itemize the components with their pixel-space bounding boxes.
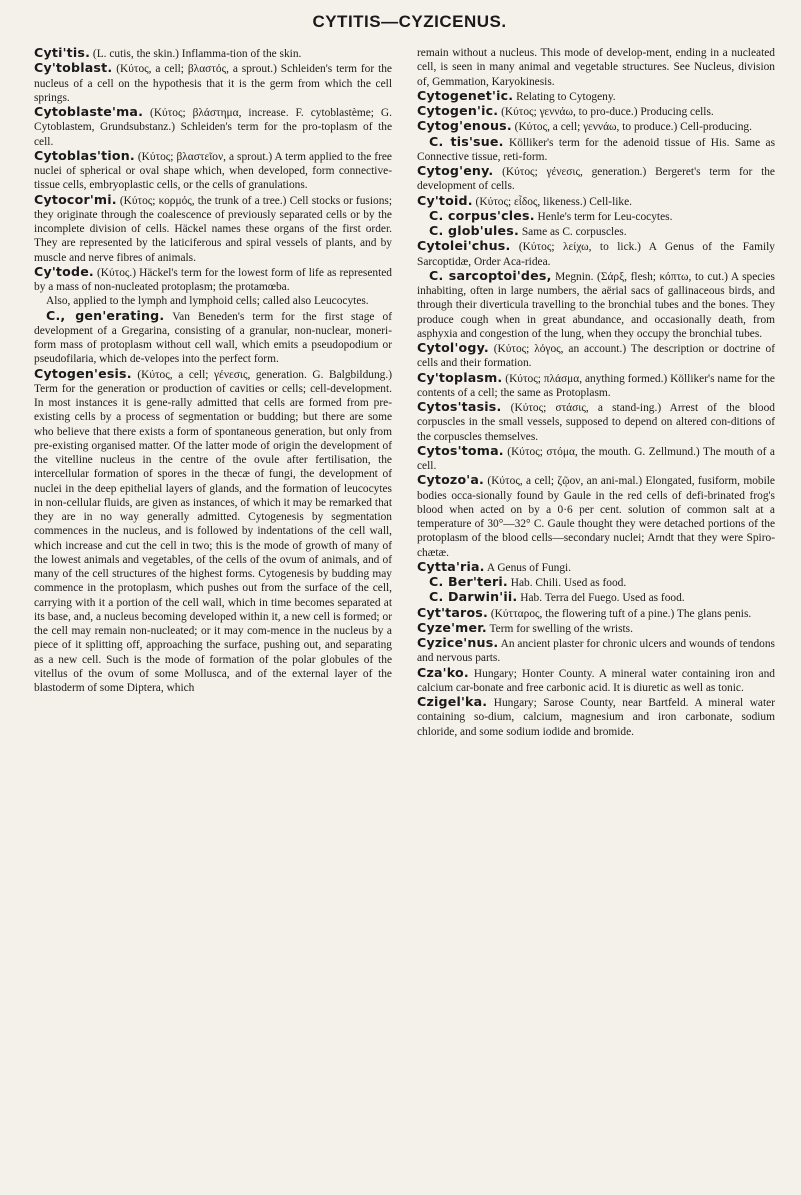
entry-definition: (Κύτος; λείχω, to lick.) A Genus of the Family Sarcoptidæ, Order Aca-ridea.: [417, 241, 775, 268]
dictionary-entry: [417, 135, 775, 165]
entry-headword: C. glob'ules.: [429, 223, 519, 238]
dictionary-entry: [417, 209, 775, 224]
entry-headword: Cytogenet'ic.: [417, 87, 514, 103]
entry-definition: Van Beneden's term for the first stage of development of a Gregarina, consisting of a granular, non-nuclear, moneri-form mass of protoplasm without cell wall, which emits a pseudopodium or pseudofilaria, which de-velopes into the perfect form.: [34, 310, 393, 366]
dictionary-entry: [417, 269, 775, 341]
dictionary-entry: [417, 695, 775, 739]
entry-headword: Cytog'eny.: [417, 163, 494, 178]
dictionary-entry: [417, 119, 775, 134]
entry-headword: C. corpus'cles.: [429, 207, 535, 223]
entry-definition: A Genus of Fungi.: [484, 561, 572, 574]
entry-headword: C. Darwin'ii.: [429, 589, 518, 605]
dictionary-entry: [417, 164, 775, 194]
dictionary-entry: [34, 367, 392, 696]
dictionary-entry: [417, 473, 775, 560]
entry-headword: Cza'ko.: [417, 664, 469, 680]
entry-definition: (Κύτος; στόμα, the mouth. G. Zellmund.) The mouth of a cell.: [417, 445, 775, 472]
dictionary-entry: [417, 666, 775, 696]
entry-definition: Term for swelling of the wrists.: [486, 622, 633, 635]
dictionary-entry: [34, 61, 392, 105]
entry-headword: Cy'toid.: [417, 192, 473, 208]
entry-headword: Cytos'toma.: [417, 442, 504, 458]
entry-definition: Hab. Terra del Fuego. Used as food.: [517, 592, 685, 605]
entry-headword: Cyt'taros.: [417, 604, 488, 620]
entry-definition: (Κύτος; πλάσμα, anything formed.) Kölliker's name for the contents of a cell; the same as Protoplasm.: [417, 372, 775, 399]
entry-headword: Cytolei'chus.: [417, 238, 511, 254]
dictionary-entry: [417, 194, 775, 209]
entry-definition: (Κύτος; βλαστεῖον, a sprout.) A term applied to the free nuclei of spherical or oval shape which, when developed, form connective-tissue cells, embryoplastic cells, or the cells of granulations.: [34, 150, 392, 192]
entry-headword: Cytogen'ic.: [417, 103, 499, 118]
entry-headword: Cytos'tasis.: [417, 399, 502, 414]
entry-definition: (Κύτος.) Häckel's term for the lowest form of life as represented by a mass of non-nucleated protoplasm; the protamœba.: [34, 266, 392, 293]
left-column: [34, 46, 392, 739]
entry-headword: C. sarcoptoi'des,: [429, 267, 552, 283]
entry-headword: Cytozo'a.: [417, 472, 485, 488]
entry-definition: Hungary; Sarose County, near Bartfeld. A mineral water containing so-dium, calcium, magnesium and iron carbonate, sodium chloride, and some sodium iodide and bromide.: [417, 697, 775, 738]
dictionary-entry: [417, 46, 775, 89]
dictionary-entry: [417, 89, 775, 104]
entry-definition: Relating to Cytogeny.: [513, 90, 616, 103]
entry-headword: C. Ber'teri.: [429, 574, 508, 589]
entry-headword: Cytol'ogy.: [417, 340, 489, 355]
dictionary-entry: [34, 265, 392, 295]
entry-definition: Also, applied to the lymph and lymphoid cells; called also Leucocytes.: [46, 295, 369, 308]
dictionary-entry: [34, 105, 392, 149]
dictionary-entry: [417, 621, 775, 636]
entry-headword: Cyti'tis.: [34, 45, 91, 60]
dictionary-entry: [417, 590, 775, 605]
entry-definition: Hab. Chili. Used as food.: [507, 577, 627, 589]
entry-definition: Hungary; Honter County. A mineral water containing iron and calcium car-bonate and free carbonic acid. It is diuretic as well as tonic.: [417, 667, 775, 694]
entry-definition: (Κύτος, a cell; γεννάω, to produce.) Cell-producing.: [511, 121, 752, 134]
dictionary-entry: [34, 294, 392, 308]
entry-definition: Henle's term for Leu-cocytes.: [534, 210, 673, 223]
entry-headword: Cyzice'nus.: [417, 635, 499, 650]
dictionary-entry: [417, 239, 775, 269]
dictionary-entry: [34, 309, 392, 367]
dictionary-entry: [417, 606, 775, 621]
dictionary-entry: [417, 575, 775, 590]
entry-definition: (Κύτος; στάσις, a stand-ing.) Arrest of the blood corpuscles in the small vessels, supposed to depend on altered con-ditions of the corpuscles themselves.: [417, 402, 775, 443]
entry-definition: Same as C. corpuscles.: [518, 226, 627, 238]
entry-definition: (Κύτος; γεννάω, to pro-duce.) Producing cells.: [498, 106, 714, 118]
entry-headword: Cytog'enous.: [417, 118, 512, 134]
entry-headword: Cy'toplasm.: [417, 369, 503, 385]
dictionary-entry: [417, 560, 775, 575]
dictionary-entry: [417, 371, 775, 401]
entry-definition: (Κύτος; λόγος, an account.) The description or doctrine of cells and their formation.: [417, 343, 775, 370]
entry-definition: (Κύτος, a cell; βλαστός, a sprout.) Schleiden's term for the nucleus of a cell on the hypothesis that it is the germ from which the cell springs.: [34, 63, 392, 104]
entry-headword: Cytogen'esis.: [34, 365, 132, 381]
dictionary-entry: [34, 149, 392, 193]
entry-headword: Czigel'ka.: [417, 694, 488, 709]
running-head: CYTITIS—CYZICENUS.: [312, 12, 507, 31]
entry-definition: An ancient plaster for chronic ulcers and wounds of tendons and nervous parts.: [417, 638, 775, 665]
dictionary-entry: [34, 46, 392, 61]
dictionary-entry: [417, 224, 775, 239]
entry-headword: Cyze'mer.: [417, 619, 487, 635]
entry-definition: (Κύτος, a cell; γένεσις, generation. G. Balgbildung.) Term for the generation or production of cavities or cells; cell-development. In most instances it is gene-rally admitted that cells are formed from pre-existing cells by a process of segmentation or budding; but there are some who believe that there exists a form of spontaneous generation, but only from pre-existing organised matter. Of the latter mode of origin the development of the vitelline nucleus in the centre of the ovule after fertilisation, the intercellular formation of spores in the thecæ of fungi, the development of nuclei in the deep epithelial layers of glands, and the formation of leucocytes in non-cellular fluids, are given as instances, of which it may be remarked that they are in no way generally admitted. Cytogenesis by segmentation commences in the nucleus, and is followed by indentations of the cell wall, which increase and cut the cell in two; this is the mode of growth of many of the lowest animals and vegetables, of the cells of the ovum of animals, and of many of the cell structures of the highest forms. Cytogenesis by budding may commence in the protoplasm, which pushes out from the surface of the cell, carrying with it a portion of the cell wall, which in time becomes separated at its base, and, a nucleus becoming developed within it, a new cell is formed; or the cell may remain non-nucleated; or it may com-mence in the nucleus by a piece of it splitting off, approaching the surface, pushing out, and separating as a new cell. Such is the mode of formation of the polar globules of the vitellus of the ovum of some Mollusca, and of the external layer of the blastoderm of some Diptera, which: [34, 368, 392, 694]
entry-headword: Cytoblaste'ma.: [34, 104, 144, 119]
entry-headword: C., gen'erating.: [46, 307, 165, 323]
dictionary-entry: [417, 400, 775, 444]
entry-definition: (Κύτος; γένεσις, generation.) Bergeret's term for the development of cells.: [417, 166, 775, 193]
entry-definition: (Κύτταρος, the flowering tuft of a pine.) The glans penis.: [488, 607, 752, 620]
entry-definition: Kölliker's term for the adenoid tissue of His. Same as Connective tissue, reti-form.: [417, 136, 776, 163]
entry-definition: remain without a nucleus. This mode of develop-ment, ending in a nucleated cell, is seen in many animal and vegetable structures. See Nucleus, division of, Gemmation, Karyokinesis.: [417, 47, 775, 88]
entry-definition: (Κύτος; εἶδος, likeness.) Cell-like.: [472, 195, 633, 208]
entry-definition: (Κύτος; κορμός, the trunk of a tree.) Cell stocks or fusions; they originate through the coalescence of previously separated cells or by the incomplete division of cells. Häckel names these organs of the first order. They are represented by the laticiferous and spiral vessels of plants, and by muscle and nerve fibres of animals.: [34, 194, 392, 264]
entry-headword: Cytocor'mi.: [34, 191, 117, 207]
entry-headword: Cy'tode.: [34, 263, 94, 279]
entry-definition: (L. cutis, the skin.) Inflamma-tion of the skin.: [90, 48, 302, 60]
dictionary-entry: [417, 341, 775, 371]
entry-headword: Cy'toblast.: [34, 60, 113, 76]
entry-definition: (Κύτος; βλάστημα, increase. F. cytoblastème; G. Cytoblastem, Grundsubstanz.) Schleiden's term for the pro-toplasm of the cell.: [34, 107, 392, 148]
columns: [34, 46, 775, 739]
entry-definition: Megnin. (Σάρξ, flesh; κόπτω, to cut.) A species inhabiting, often in large numbers, the aërial sacs of gallinaceous birds, and through their diverticula travelling to the bronchial tubes and the bones. They produce cough when in great abundance, and occasionally death, from asphyxia and congestion of the lung, when they occupy the bronchial tubes.: [417, 270, 775, 340]
dictionary-entry: [34, 193, 392, 265]
entry-definition: (Κύτος, a cell; ζῷον, an ani-mal.) Elongated, fusiform, mobile bodies occa-sionally found by Gaule in the red cells of defi-brinated frog's blood when acted on by a 0·6 per cent. solution of common salt at a temperature of 30°—32° C. Gaule thought they were detached portions of the protoplasm of the blood cells—secondary nuclei; Arndt that they were Spiro-chætæ.: [417, 475, 775, 559]
dictionary-entry: [417, 104, 775, 119]
right-column: [417, 46, 775, 739]
entry-headword: Cytta'ria.: [417, 558, 485, 574]
entry-headword: C. tis'sue.: [429, 133, 504, 149]
dictionary-entry: [417, 636, 775, 666]
entry-headword: Cytoblas'tion.: [34, 147, 135, 163]
dictionary-entry: [417, 444, 775, 474]
